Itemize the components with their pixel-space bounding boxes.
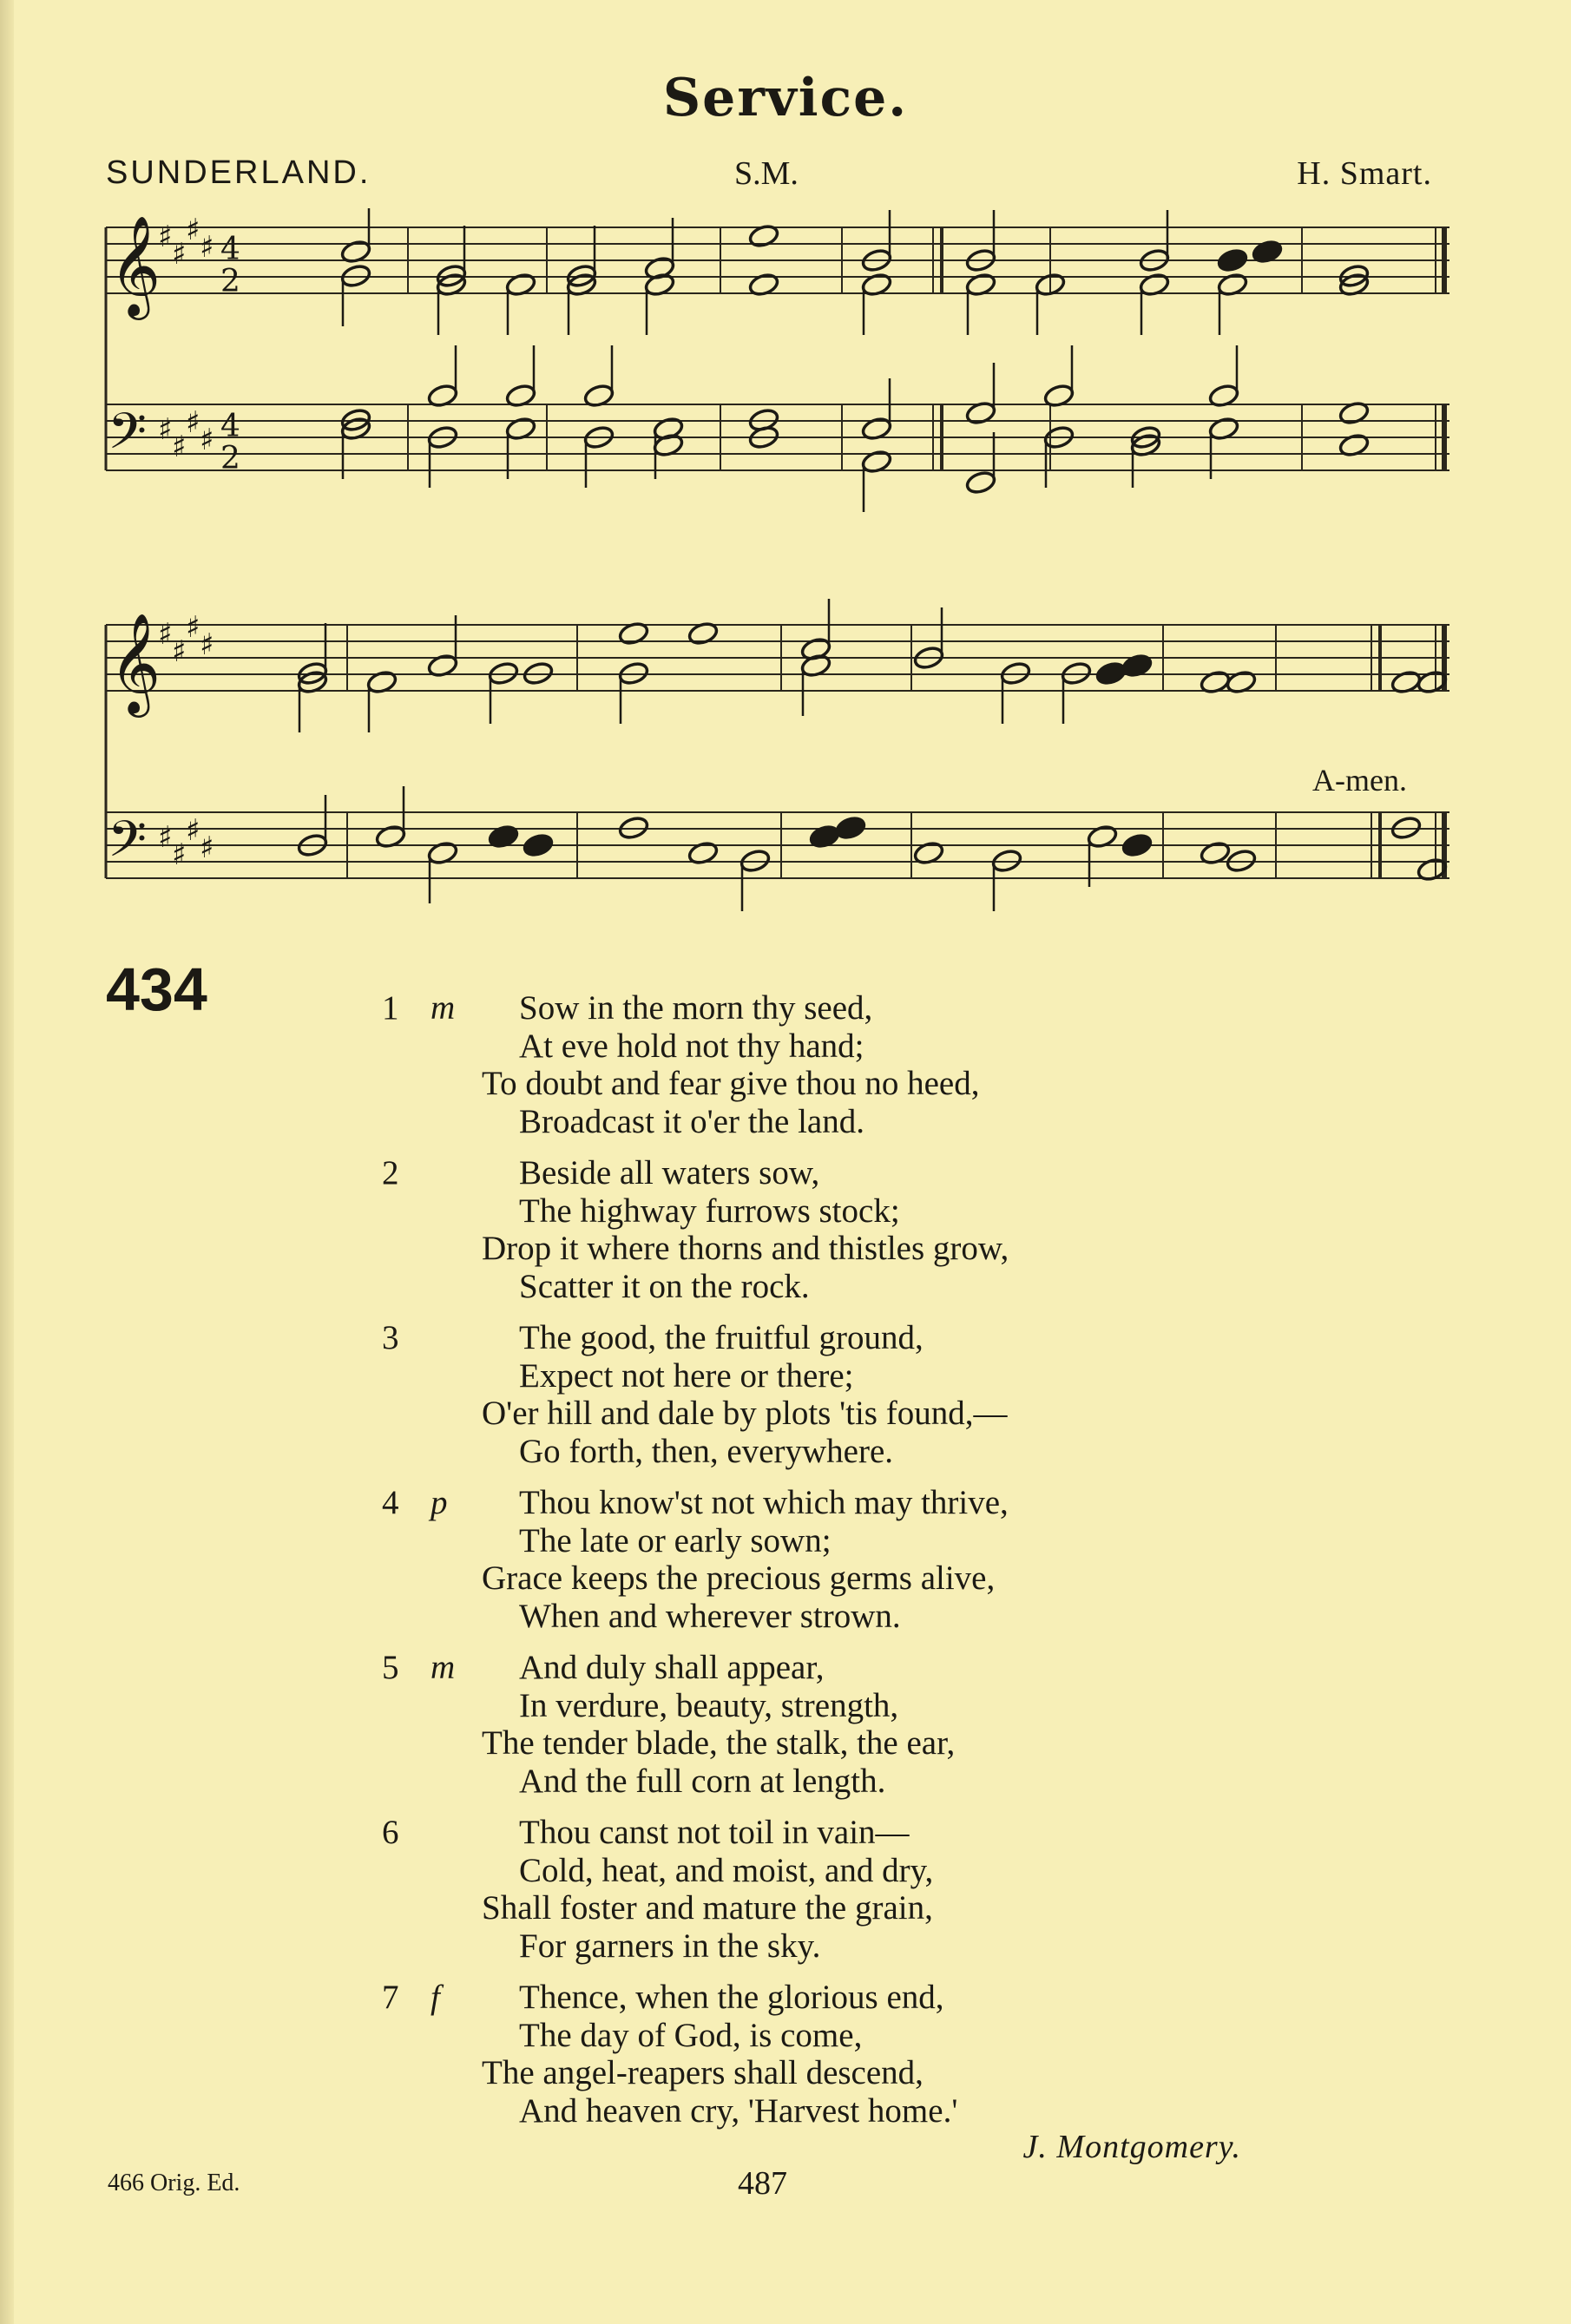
sharp-icon: ♯ (200, 627, 214, 662)
page-number: 487 (738, 2165, 787, 2202)
verse-line: And duly shall appear, (519, 1649, 825, 1686)
sharp-icon: ♯ (158, 820, 173, 855)
verse-line: Expect not here or there; (519, 1356, 854, 1395)
treble-clef-icon: 𝄞 (109, 612, 161, 713)
verse-line: O'er hill and dale by plots 'tis found,— (482, 1395, 1008, 1432)
stanza-number: 7 (382, 1979, 399, 2016)
verse-line: In verdure, beauty, strength, (519, 1686, 899, 1724)
verse-line: Scatter it on the rock. (519, 1267, 810, 1305)
note-head (1095, 660, 1127, 686)
sharp-icon: ♯ (186, 213, 200, 247)
time-signature-bottom: 2 (220, 441, 240, 476)
time-signature-top: 4 (220, 232, 240, 267)
dynamic-marking: f (431, 1979, 440, 2016)
verse-line: Thou canst not toil in vain— (519, 1814, 910, 1851)
hymn-author: J. Montgomery. (1022, 2129, 1241, 2165)
tune-name: SUNDERLAND. (106, 154, 371, 191)
sharp-icon: ♯ (200, 423, 214, 457)
sharp-icon: ♯ (158, 617, 173, 652)
verse-line: Cold, heat, and moist, and dry, (519, 1851, 934, 1889)
section-title: Service. (662, 68, 909, 128)
stanza-number: 2 (382, 1154, 399, 1192)
treble-clef-icon: 𝄞 (109, 214, 161, 316)
stanza (382, 1649, 1250, 1800)
sharp-icon: ♯ (186, 610, 200, 645)
sharp-icon: ♯ (158, 220, 173, 254)
stanza (382, 1319, 1250, 1470)
verse-line: The day of God, is come, (519, 2016, 863, 2054)
note-head (835, 815, 867, 841)
dynamic-marking: m (431, 1649, 456, 1686)
music-system-2 (95, 590, 1476, 955)
verse-line: Grace keeps the precious germs alive, (482, 1559, 996, 1597)
music-system-1 (95, 208, 1476, 521)
note-head (1217, 247, 1249, 273)
bass-clef-icon: 𝄢 (108, 402, 148, 473)
music-staff-system-2 (95, 590, 1476, 955)
verse-line: At eve hold not thy hand; (519, 1027, 864, 1065)
stanza (382, 1979, 1250, 2130)
stanza-number: 1 (382, 989, 399, 1027)
sharp-icon: ♯ (172, 634, 187, 669)
time-signature-bottom: 2 (220, 264, 240, 299)
verse-line: To doubt and fear give thou no heed, (482, 1065, 980, 1102)
stanza (382, 1814, 1250, 1965)
stanza-number: 6 (382, 1814, 399, 1851)
sharp-icon: ♯ (186, 813, 200, 848)
verse-line: Sow in the morn thy seed, (519, 989, 873, 1027)
dynamic-marking: p (431, 1484, 448, 1521)
bass-clef-icon: 𝄢 (108, 810, 148, 881)
verse-line: And heaven cry, 'Harvest home.' (519, 2091, 958, 2130)
sharp-icon: ♯ (172, 837, 187, 872)
stanza-number: 5 (382, 1649, 399, 1686)
verse-line: Go forth, then, everywhere. (519, 1432, 893, 1470)
amen-label: A-men. (1312, 763, 1407, 798)
sharp-icon: ♯ (200, 230, 214, 265)
dynamic-marking: m (431, 989, 456, 1027)
verse-line: Thence, when the glorious end, (519, 1979, 944, 2016)
tune-composer: H. Smart. (1297, 155, 1432, 192)
note-head (965, 469, 997, 496)
music-staff-system-1 (95, 208, 1476, 521)
verse-line: The angel-reapers shall descend, (482, 2054, 924, 2091)
hymn-number: 434 (106, 955, 207, 1023)
edition-reference: 466 Orig. Ed. (108, 2170, 240, 2196)
hymn-text (382, 989, 1250, 2143)
page-gutter-shadow (0, 0, 14, 2324)
treble-staff (106, 625, 1449, 691)
verse-line: The tender blade, the stalk, the ear, (482, 1724, 956, 1762)
verse-line: The late or early sown; (519, 1521, 832, 1559)
sharp-icon: ♯ (172, 430, 187, 464)
verse-line: When and wherever strown. (519, 1597, 901, 1635)
sharp-icon: ♯ (172, 237, 187, 272)
verse-line: And the full corn at length. (519, 1762, 886, 1800)
time-signature-top: 4 (220, 409, 240, 444)
verse-line: Shall foster and mature the grain, (482, 1889, 933, 1927)
note-head (523, 832, 555, 858)
stanza (382, 1154, 1250, 1305)
sharp-icon: ♯ (186, 405, 200, 440)
note-head (1121, 832, 1154, 858)
tune-meter: S.M. (734, 155, 799, 192)
verse-line: Thou know'st not which may thrive, (519, 1484, 1009, 1521)
stanza-number: 3 (382, 1319, 399, 1356)
stanza (382, 989, 1250, 1140)
verse-line: The good, the fruitful ground, (519, 1319, 924, 1356)
stanza-number: 4 (382, 1484, 399, 1521)
stanza (382, 1484, 1250, 1635)
verse-line: Beside all waters sow, (519, 1154, 820, 1192)
verse-line: Drop it where thorns and thistles grow, (482, 1230, 1009, 1267)
sharp-icon: ♯ (158, 412, 173, 447)
verse-line: The highway furrows stock; (519, 1192, 900, 1230)
verse-line: Broadcast it o'er the land. (519, 1102, 864, 1140)
verse-line: For garners in the sky. (519, 1927, 821, 1965)
sharp-icon: ♯ (200, 830, 214, 865)
